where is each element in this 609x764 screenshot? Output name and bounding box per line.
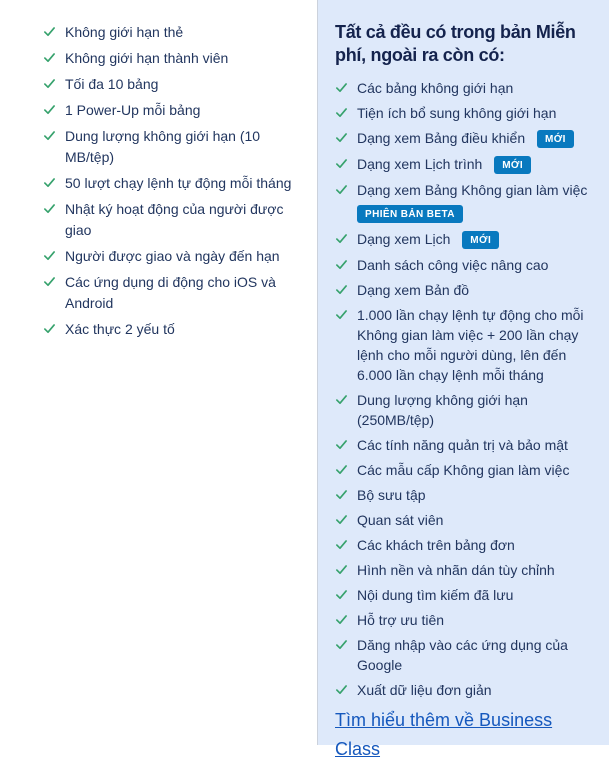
feature-text: Xuất dữ liệu đơn giản [357, 682, 492, 698]
feature-item [335, 435, 593, 455]
feature-text: Hỗ trợ ưu tiên [357, 612, 445, 628]
feature-text: 1 Power-Up mỗi bảng [65, 102, 201, 118]
feature-item [335, 103, 593, 123]
feature-text: 1.000 lần chạy lệnh tự động cho mỗi Không gian làm việc + 200 lần chạy lệnh cho mỗi người dùng, lên đến 6.000 lần chạy lệnh mỗi tháng [357, 307, 584, 383]
feature-text: Dạng xem Bảng điều khiển [357, 130, 526, 146]
feature-item [43, 126, 307, 168]
check-icon [335, 78, 357, 94]
check-icon [335, 390, 357, 406]
check-icon [335, 610, 357, 626]
feature-item [335, 229, 593, 250]
feature-text: Không giới hạn thành viên [65, 50, 229, 66]
feature-item [335, 305, 593, 385]
feature-text: Dung lượng không giới hạn (10 MB/tệp) [65, 128, 261, 165]
check-icon [335, 680, 357, 696]
check-icon [335, 103, 357, 119]
feature-item [335, 510, 593, 530]
check-icon [335, 560, 357, 576]
feature-item [43, 100, 307, 121]
new-badge: MỚI [494, 156, 531, 174]
feature-item [43, 74, 307, 95]
feature-item [43, 199, 307, 241]
feature-item [335, 180, 593, 224]
feature-item [43, 173, 307, 194]
feature-item [43, 48, 307, 69]
new-badge: MỚI [537, 130, 574, 148]
new-badge: PHIÊN BẢN BETA [357, 205, 463, 223]
check-icon [43, 246, 65, 262]
check-icon [43, 74, 65, 90]
feature-item [43, 319, 307, 340]
business-class-features-list [335, 78, 593, 700]
feature-text: Danh sách công việc nâng cao [357, 257, 549, 273]
check-icon [335, 128, 357, 144]
check-icon [43, 100, 65, 116]
feature-text: Tiện ích bổ sung không giới hạn [357, 105, 557, 121]
feature-item [335, 78, 593, 98]
feature-text: 50 lượt chạy lệnh tự động mỗi tháng [65, 175, 292, 191]
feature-item [335, 460, 593, 480]
feature-text: Dạng xem Bản đồ [357, 282, 470, 298]
feature-text: Các mẫu cấp Không gian làm việc [357, 462, 570, 478]
feature-text: Dung lượng không giới hạn (250MB/tệp) [357, 392, 528, 428]
check-icon [335, 305, 357, 321]
check-icon [335, 180, 357, 196]
check-icon [335, 229, 357, 245]
feature-text: Nhật ký hoạt động của người được giao [65, 201, 284, 238]
new-badge: MỚI [462, 231, 499, 249]
check-icon [335, 485, 357, 501]
feature-item [335, 680, 593, 700]
feature-item [335, 535, 593, 555]
feature-text: Người được giao và ngày đến hạn [65, 248, 280, 264]
check-icon [335, 585, 357, 601]
check-icon [335, 460, 357, 476]
business-class-heading: Tất cả đều có trong bản Miễn phí, ngoài ra còn có: [335, 22, 576, 65]
feature-item [335, 610, 593, 630]
check-icon [335, 510, 357, 526]
check-icon [335, 255, 357, 271]
feature-text: Không giới hạn thẻ [65, 24, 184, 40]
check-icon [43, 272, 65, 288]
feature-item [335, 635, 593, 675]
business-class-link[interactable]: Tìm hiểu thêm về Business Class [335, 710, 553, 759]
feature-item [335, 585, 593, 605]
feature-item [335, 255, 593, 275]
feature-item [335, 485, 593, 505]
check-icon [43, 199, 65, 215]
business-class-column [317, 0, 609, 759]
check-icon [335, 154, 357, 170]
feature-text: Tối đa 10 bảng [65, 76, 159, 92]
feature-item [335, 390, 593, 430]
feature-item [335, 154, 593, 175]
feature-text: Quan sát viên [357, 512, 444, 528]
feature-item [335, 560, 593, 580]
check-icon [43, 22, 65, 38]
feature-item [335, 128, 593, 149]
feature-text: Nội dung tìm kiếm đã lưu [357, 587, 514, 603]
feature-text: Bộ sưu tập [357, 487, 426, 503]
feature-item [335, 280, 593, 300]
feature-text: Dạng xem Bảng Không gian làm việc [357, 182, 588, 198]
feature-text: Dạng xem Lịch trình [357, 156, 483, 172]
check-icon [43, 173, 65, 189]
feature-text: Các bảng không giới hạn [357, 80, 514, 96]
check-icon [335, 435, 357, 451]
check-icon [43, 48, 65, 64]
free-features-list [43, 22, 307, 340]
feature-text: Các tính năng quản trị và bảo mật [357, 437, 568, 453]
check-icon [335, 280, 357, 296]
feature-text: Các ứng dụng di động cho iOS và Android [65, 274, 276, 311]
feature-text: Hình nền và nhãn dán tùy chỉnh [357, 562, 555, 578]
feature-text: Dạng xem Lịch [357, 231, 451, 247]
feature-item [43, 272, 307, 314]
feature-item [43, 246, 307, 267]
check-icon [335, 635, 357, 651]
check-icon [43, 126, 65, 142]
feature-text: Các khách trên bảng đơn [357, 537, 515, 553]
check-icon [335, 535, 357, 551]
feature-item [43, 22, 307, 43]
check-icon [43, 319, 65, 335]
feature-text: Dăng nhập vào các ứng dụng của Google [357, 637, 568, 673]
feature-text: Xác thực 2 yếu tố [65, 321, 175, 337]
